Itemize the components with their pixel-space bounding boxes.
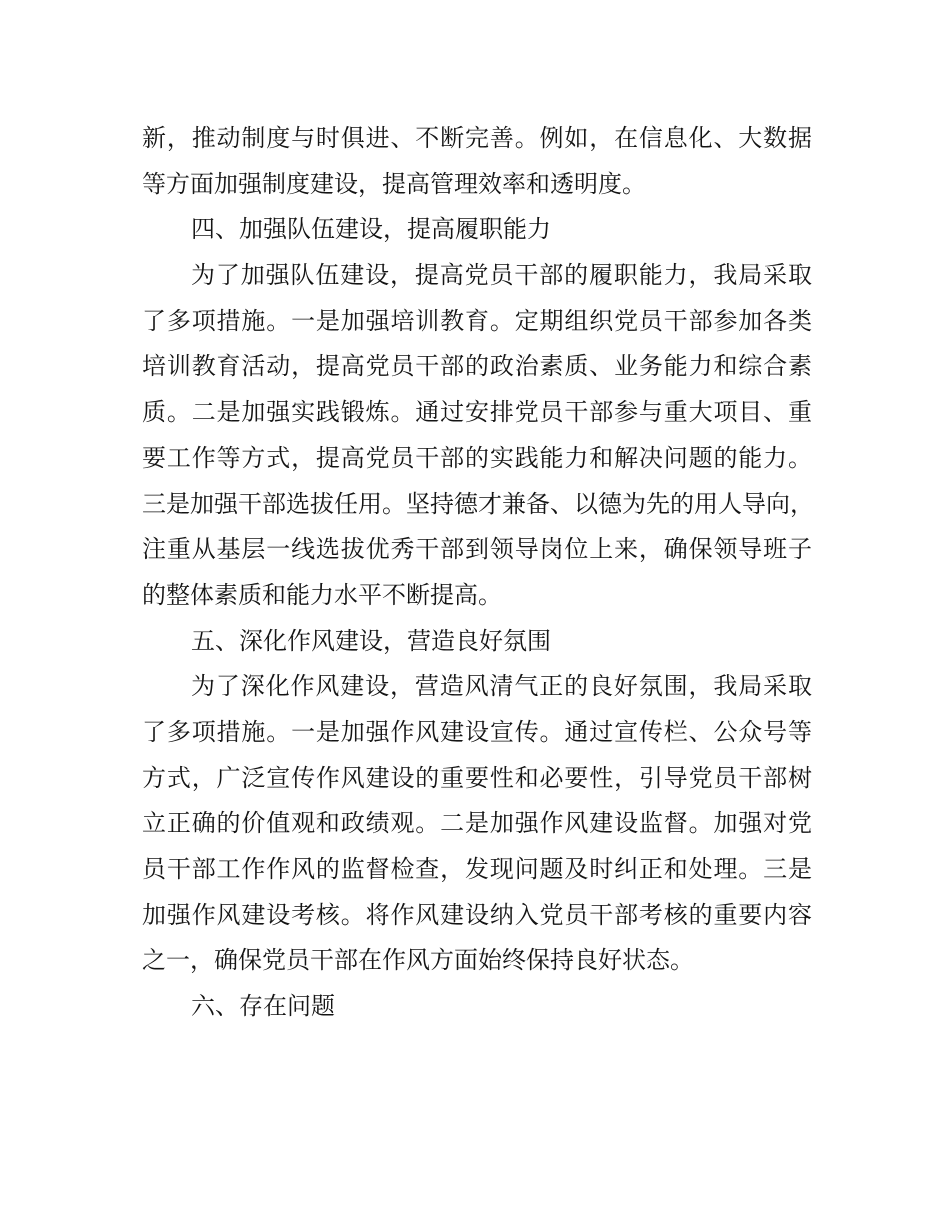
- body-line: 员干部工作作风的监督检查，发现问题及时纠正和处理。三是: [142, 855, 812, 883]
- body-line: 的整体素质和能力水平不断提高。: [142, 580, 502, 609]
- body-line: 等方面加强制度建设，提高管理效率和透明度。: [142, 169, 646, 198]
- section-heading: 五、深化作风建设，营造良好氛围: [191, 626, 551, 655]
- body-line: 之一，确保党员干部在作风方面始终保持良好状态。: [142, 946, 694, 975]
- body-line: 三是加强干部选拔任用。坚持德才兼备、以德为先的用人导向，: [142, 489, 814, 518]
- document-body: [142, 116, 812, 1030]
- body-line: 新，推动制度与时俱进、不断完善。例如，在信息化、大数据: [142, 124, 812, 152]
- body-line: 为了加强队伍建设，提高党员干部的履职能力，我局采取: [191, 261, 812, 290]
- body-line: 培训教育活动，提高党员干部的政治素质、业务能力和综合素: [142, 352, 812, 381]
- body-line: 加强作风建设考核。将作风建设纳入党员干部考核的重要内容: [142, 900, 812, 929]
- body-line: 方式，广泛宣传作风建设的重要性和必要性，引导党员干部树: [142, 763, 812, 792]
- body-line: 了多项措施。一是加强培训教育。定期组织党员干部参加各类: [142, 306, 812, 335]
- body-line: 为了深化作风建设，营造风清气正的良好氛围，我局采取: [191, 672, 812, 701]
- body-line: 立正确的价值观和政绩观。二是加强作风建设监督。加强对党: [142, 809, 812, 838]
- body-line: 质。二是加强实践锻炼。通过安排党员干部参与重大项目、重: [142, 398, 812, 427]
- body-line: 注重从基层一线选拔优秀干部到领导岗位上来，确保领导班子: [142, 535, 812, 564]
- body-line: 了多项措施。一是加强作风建设宣传。通过宣传栏、公众号等: [142, 717, 812, 746]
- section-heading: 四、加强队伍建设，提高履职能力: [191, 215, 551, 244]
- section-heading: 六、存在问题: [191, 992, 335, 1021]
- body-line: 要工作等方式，提高党员干部的实践能力和解决问题的能力。: [142, 443, 812, 472]
